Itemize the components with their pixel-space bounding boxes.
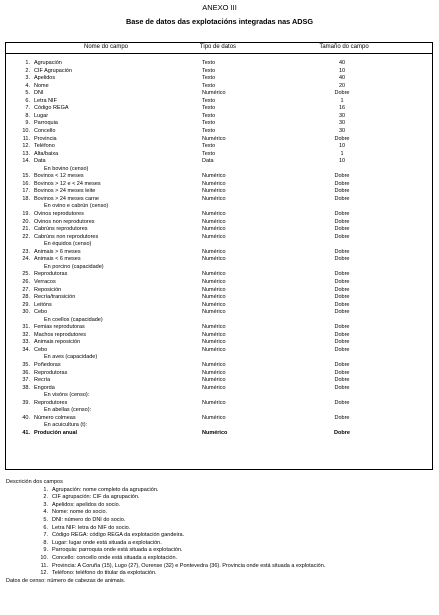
list-item	[6, 555, 325, 563]
field-size: Dobre	[334, 286, 350, 293]
field-type: Texto	[202, 75, 216, 82]
item-number: 12.	[40, 570, 48, 577]
section-label: En ovino e cabrún (censo)	[44, 203, 109, 210]
list-item	[6, 525, 325, 533]
field-number: 26.	[22, 278, 30, 285]
field-number: 28.	[22, 294, 30, 301]
table-row	[6, 339, 432, 347]
table-row	[6, 151, 432, 159]
fields-table	[5, 42, 433, 470]
field-size: Dobre	[334, 180, 350, 187]
field-type: Numérico	[202, 226, 226, 233]
item-number: 6.	[43, 524, 48, 531]
table-row	[6, 370, 432, 378]
table-row	[6, 415, 432, 423]
field-name: Leitóns	[34, 301, 52, 308]
field-size: 10	[338, 158, 346, 165]
field-name: Parroquia	[34, 120, 58, 127]
item-number: 8.	[43, 539, 48, 546]
field-number: 3.	[25, 75, 30, 82]
field-number: 41.	[22, 429, 30, 436]
table-row	[6, 271, 432, 279]
table-row	[6, 362, 432, 370]
item-text: CIF agrupación: CIF da agrupación.	[52, 494, 140, 501]
field-size: Dobre	[334, 339, 350, 346]
table-row	[6, 287, 432, 295]
column-header-size: Tamaño do campo	[319, 44, 369, 50]
field-type: Numérico	[202, 135, 226, 142]
field-number: 27.	[22, 286, 30, 293]
table-row	[6, 347, 432, 355]
field-type: Texto	[202, 112, 216, 119]
section-label: En aves (capacidade)	[44, 354, 98, 361]
field-size: Dobre	[334, 294, 350, 301]
field-size: Dobre	[334, 211, 350, 217]
field-number: 25.	[22, 271, 30, 278]
table-row	[6, 302, 432, 310]
item-text: Apelidos: apelidos do socio.	[52, 501, 121, 508]
field-size: 30	[338, 112, 346, 119]
field-name: Agrupación	[34, 60, 62, 66]
field-name: Bovinos > 24 meses leite	[34, 188, 96, 195]
field-name: Reposición	[34, 286, 62, 293]
field-name: Ovinos reprodutores	[34, 211, 84, 217]
item-number: 1.	[43, 486, 48, 493]
section-row	[6, 317, 432, 325]
list-item	[6, 502, 325, 510]
section-label: En coellos (capacidade)	[44, 316, 103, 323]
list-item	[6, 540, 325, 548]
field-number: 37.	[22, 377, 30, 384]
field-type: Numérico	[202, 256, 226, 263]
section-row	[6, 241, 432, 249]
field-size: Dobre	[334, 377, 350, 384]
field-size: 20	[338, 82, 346, 89]
item-text: Lugar: lugar onde está situada a explotación.	[52, 539, 162, 546]
field-name: CIF Agrupación	[34, 67, 72, 74]
table-row	[6, 120, 432, 128]
field-number: 36.	[22, 369, 30, 376]
field-number: 15.	[22, 173, 30, 180]
section-label: En bovino (censo)	[44, 165, 89, 172]
field-type: Numérico	[202, 233, 226, 240]
section-row	[6, 407, 432, 415]
field-type: Numérico	[202, 278, 226, 285]
field-size: 1	[340, 150, 344, 157]
item-text: Concello: concello onde está situada a explotación.	[52, 554, 178, 561]
field-type: Texto	[202, 97, 216, 104]
table-row	[6, 98, 432, 106]
table-row	[6, 105, 432, 113]
field-number: 32.	[22, 331, 30, 338]
header-divider	[6, 53, 432, 54]
table-row	[6, 332, 432, 340]
field-number: 5.	[25, 90, 30, 97]
item-text: Nome: nome do socio.	[52, 509, 108, 516]
field-type: Numérico	[202, 369, 226, 376]
field-size: Dobre	[334, 309, 350, 316]
field-size: Dobre	[334, 195, 350, 202]
field-number: 35.	[22, 362, 30, 368]
table-row	[6, 226, 432, 234]
field-name: Apelidos	[34, 75, 56, 82]
field-name: Data	[34, 158, 46, 165]
field-number: 7.	[25, 105, 30, 112]
field-name: Animais > 6 meses	[34, 248, 81, 255]
field-number: 38.	[22, 384, 30, 391]
field-number: 22.	[22, 233, 30, 240]
field-size: Dobre	[334, 414, 350, 421]
field-number: 2.	[25, 67, 30, 74]
field-type: Numérico	[202, 173, 226, 180]
field-name: Bovinos > 24 meses carne	[34, 195, 99, 202]
item-number: 4.	[43, 509, 48, 516]
field-size: Dobre	[334, 173, 350, 180]
field-size: 30	[338, 127, 346, 134]
field-size: Dobre	[334, 331, 350, 338]
field-name: Número colmeas	[34, 414, 76, 421]
table-row	[6, 234, 432, 242]
item-text: Provincia: A Coruña (15), Lugo (27), Ourense (32) e Pontevedra (36). Provincia onde está situada a explotación.	[52, 562, 326, 569]
field-number: 29.	[22, 301, 30, 308]
field-name: Código REGA	[34, 105, 69, 112]
field-size: Dobre	[334, 135, 350, 142]
item-text: Parroquia: parroquia onde está situada a explotación.	[52, 547, 183, 554]
item-text: Teléfono: teléfono do titular da explotación.	[52, 570, 157, 577]
column-header-type: Tipo de datos	[199, 44, 237, 50]
table-row	[6, 400, 432, 408]
table-row	[6, 128, 432, 136]
field-number: 39.	[22, 399, 30, 406]
field-name: Bovinos < 12 meses	[34, 173, 84, 180]
field-type: Numérico	[202, 384, 226, 391]
table-row	[6, 136, 432, 144]
list-item	[6, 547, 325, 555]
table-row	[6, 83, 432, 91]
item-number: 3.	[43, 501, 48, 508]
field-size: Dobre	[334, 248, 350, 255]
field-number: 12.	[22, 143, 30, 150]
section-row	[6, 354, 432, 362]
field-name: Reprodutoras	[34, 271, 68, 278]
field-number: 40.	[22, 414, 30, 421]
field-type: Numérico	[202, 271, 226, 278]
field-size: 30	[338, 120, 346, 127]
field-size: Dobre	[334, 301, 350, 308]
list-item	[6, 532, 325, 540]
table-row	[6, 211, 432, 219]
field-name: Letra NIF	[34, 97, 57, 104]
field-name: Recría	[34, 377, 51, 384]
field-name: Cabrúns reprodutores	[34, 226, 88, 233]
section-row	[6, 422, 432, 430]
item-number: 2.	[43, 494, 48, 501]
field-type: Numérico	[202, 294, 226, 301]
field-name: Femias reprodutoras	[34, 324, 85, 331]
field-type: Numérico	[202, 399, 226, 406]
section-row	[6, 203, 432, 211]
field-size: 10	[338, 143, 346, 150]
column-header-name: Nome do campo	[83, 44, 129, 50]
list-item	[6, 509, 325, 517]
field-name: Lugar	[34, 112, 49, 119]
field-type: Texto	[202, 60, 216, 66]
field-number: 13.	[22, 150, 30, 157]
table-row	[6, 90, 432, 98]
field-number: 9.	[25, 120, 30, 127]
field-name: Ovinos non reprodutores	[34, 218, 95, 225]
item-number: 9.	[43, 547, 48, 554]
item-text: Agrupación: nome completo da agrupación.	[52, 486, 159, 493]
table-row	[6, 113, 432, 121]
field-size: Dobre	[334, 429, 350, 436]
table-row	[6, 75, 432, 83]
field-type: Numérico	[202, 324, 226, 331]
field-size: Dobre	[334, 346, 350, 353]
field-type: Numérico	[202, 286, 226, 293]
field-name: Provincia	[34, 135, 57, 142]
list-item	[6, 487, 325, 495]
field-type: Numérico	[202, 211, 226, 217]
field-size: Dobre	[334, 188, 350, 195]
descriptions-list	[6, 487, 325, 578]
field-name: Machos reprodutores	[34, 331, 86, 338]
field-size: 16	[338, 105, 346, 112]
field-number: 19.	[22, 211, 30, 217]
table-row	[6, 68, 432, 76]
field-type: Numérico	[202, 90, 226, 97]
list-item	[6, 517, 325, 525]
field-name: Verracos	[34, 278, 56, 285]
field-number: 24.	[22, 256, 30, 263]
field-name: Engorda	[34, 384, 55, 391]
field-size: Dobre	[334, 233, 350, 240]
field-number: 8.	[25, 112, 30, 119]
field-type: Numérico	[202, 195, 226, 202]
field-name: DNI	[34, 90, 44, 97]
field-number: 6.	[25, 97, 30, 104]
list-item	[6, 494, 325, 502]
item-text: DNI: número do DNI do socio.	[52, 516, 126, 523]
table-row	[6, 377, 432, 385]
field-number: 1.	[25, 60, 30, 66]
table-row	[6, 385, 432, 393]
field-type: Data	[202, 158, 214, 165]
field-name: Alta/baixa	[34, 150, 59, 157]
field-size: Dobre	[334, 399, 350, 406]
field-type: Texto	[202, 120, 216, 127]
item-number: 11.	[40, 562, 48, 569]
annex-heading: ANEXO III	[202, 3, 237, 12]
field-size: Dobre	[334, 218, 350, 225]
field-number: 34.	[22, 346, 30, 353]
field-number: 14.	[22, 158, 30, 165]
field-number: 17.	[22, 188, 30, 195]
field-size: Dobre	[334, 362, 350, 368]
field-name: Reprodutores	[34, 399, 68, 406]
field-type: Texto	[202, 150, 216, 157]
field-size: Dobre	[334, 226, 350, 233]
field-name: Produción anual	[34, 429, 78, 436]
field-number: 30.	[22, 309, 30, 316]
field-name: Poñedoras	[34, 362, 61, 368]
field-size: Dobre	[334, 369, 350, 376]
field-size: 1	[340, 97, 344, 104]
field-size: 10	[338, 67, 346, 74]
field-type: Numérico	[202, 414, 226, 421]
field-number: 31.	[22, 324, 30, 331]
item-text: Letra NIF: letra do NIF do socio.	[52, 524, 131, 531]
field-type: Numérico	[202, 309, 226, 316]
field-size: 40	[338, 75, 346, 82]
field-name: Bovinos > 12 e < 24 meses	[34, 180, 101, 187]
section-row	[6, 392, 432, 400]
field-number: 10.	[22, 127, 30, 134]
field-descriptions	[6, 479, 325, 585]
field-type: Numérico	[202, 429, 228, 436]
field-type: Texto	[202, 82, 216, 89]
field-number: 11.	[22, 135, 30, 142]
table-row	[6, 60, 432, 68]
table-row	[6, 430, 432, 438]
field-type: Numérico	[202, 331, 226, 338]
field-type: Numérico	[202, 339, 226, 346]
field-name: Animais reposición	[34, 339, 81, 346]
field-name: Teléfono	[34, 143, 55, 150]
section-label: En acuicultura (t):	[44, 422, 88, 429]
field-type: Numérico	[202, 346, 226, 353]
field-type: Texto	[202, 127, 216, 134]
field-type: Numérico	[202, 248, 226, 255]
item-text: Código REGA: código REGA da explotación gandeira.	[52, 532, 185, 539]
field-name: Recría/transición	[34, 294, 76, 301]
table-row	[6, 309, 432, 317]
document-title: Base de datos das explotacións integradas nas ADSG	[125, 17, 314, 26]
field-name: Animais < 6 meses	[34, 256, 81, 263]
field-type: Numérico	[202, 188, 226, 195]
table-row	[6, 249, 432, 257]
table-row	[6, 294, 432, 302]
list-item	[6, 570, 325, 578]
field-name: Nome	[34, 82, 49, 89]
table-row	[6, 256, 432, 264]
field-size: 40	[338, 60, 346, 66]
field-number: 21.	[22, 226, 30, 233]
field-number: 18.	[22, 195, 30, 202]
field-size: Dobre	[334, 324, 350, 331]
field-size: Dobre	[334, 90, 350, 97]
table-row	[6, 143, 432, 151]
field-type: Numérico	[202, 301, 226, 308]
table-row	[6, 158, 432, 166]
field-type: Numérico	[202, 377, 226, 384]
field-name: Cebo	[34, 346, 48, 353]
census-footnote: Datos de censo: número de cabezas de animais.	[6, 577, 126, 584]
field-name: Concello	[34, 127, 56, 134]
field-number: 4.	[25, 82, 30, 89]
section-label: En abellas (censo):	[44, 407, 92, 414]
table-row	[6, 219, 432, 227]
section-label: En porcino (capacidade)	[44, 263, 104, 270]
section-label: En équidos (censo)	[44, 241, 92, 248]
table-row	[6, 173, 432, 181]
field-size: Dobre	[334, 256, 350, 263]
field-size: Dobre	[334, 271, 350, 278]
section-row	[6, 264, 432, 272]
field-type: Texto	[202, 143, 216, 150]
section-row	[6, 166, 432, 174]
field-name: Cabrúns non reprodutores	[34, 233, 99, 240]
field-size: Dobre	[334, 278, 350, 285]
field-number: 23.	[22, 248, 30, 255]
field-type: Texto	[202, 105, 216, 112]
field-size: Dobre	[334, 384, 350, 391]
field-name: Reprodutoras	[34, 369, 68, 376]
descriptions-title: Descrición dos campos	[6, 479, 63, 485]
field-type: Numérico	[202, 218, 226, 225]
table-row	[6, 324, 432, 332]
field-number: 16.	[22, 180, 30, 187]
item-number: 7.	[43, 532, 48, 539]
field-type: Numérico	[202, 362, 226, 368]
section-label: En visóns (censo):	[44, 392, 90, 399]
table-row	[6, 196, 432, 204]
field-name: Cebo	[34, 309, 48, 316]
field-number: 33.	[22, 339, 30, 346]
table-row	[6, 181, 432, 189]
list-item	[6, 563, 325, 571]
field-type: Texto	[202, 67, 216, 74]
item-number: 5.	[43, 516, 48, 523]
item-number: 10.	[40, 554, 48, 561]
table-row	[6, 188, 432, 196]
field-number: 20.	[22, 218, 30, 225]
table-row	[6, 279, 432, 287]
field-type: Numérico	[202, 180, 226, 187]
